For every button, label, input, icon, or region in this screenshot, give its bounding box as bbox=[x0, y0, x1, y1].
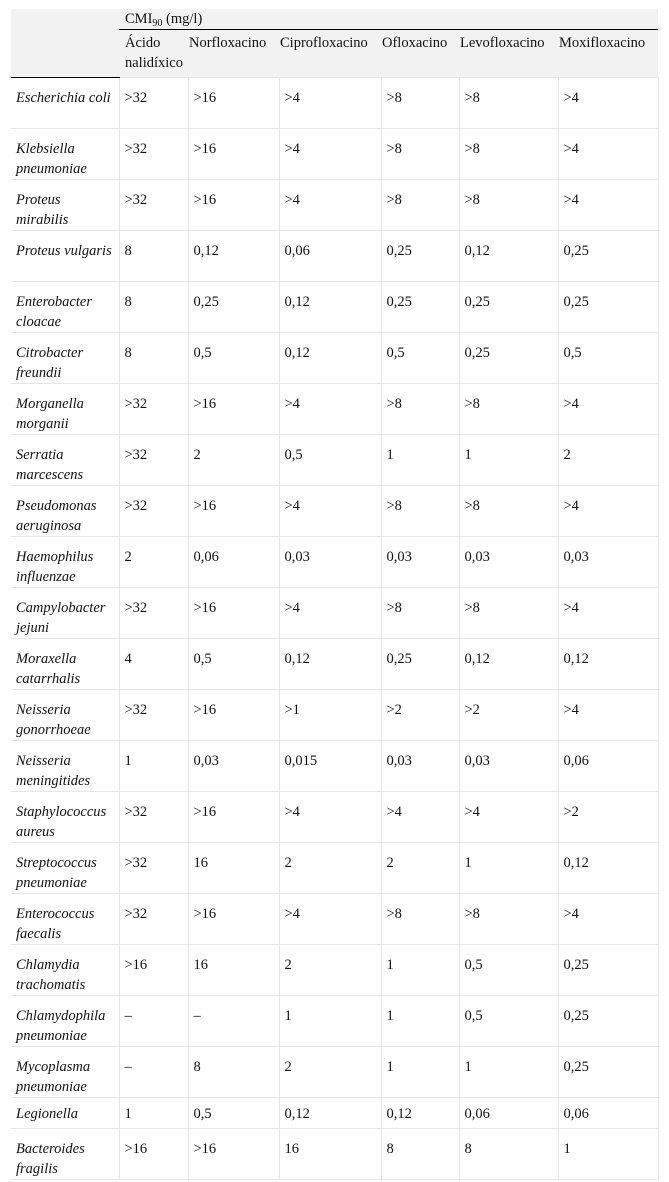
mic-value: 0,03 bbox=[381, 537, 459, 588]
organism-name: Moraxella catarrhalis bbox=[11, 639, 119, 690]
mic-value: 0,12 bbox=[188, 231, 279, 282]
header-corner bbox=[11, 9, 119, 78]
table-row bbox=[11, 384, 658, 435]
mic-value: >2 bbox=[558, 792, 658, 843]
table-row bbox=[11, 741, 658, 792]
mic-value: >16 bbox=[188, 690, 279, 741]
organism-name: Campylobacter jejuni bbox=[11, 588, 119, 639]
mic-value: 1 bbox=[459, 1047, 558, 1098]
mic-value: >16 bbox=[188, 384, 279, 435]
mic-value: 1 bbox=[381, 996, 459, 1047]
mic-value: >8 bbox=[459, 129, 558, 180]
table-row bbox=[11, 486, 658, 537]
mic-value: >8 bbox=[381, 486, 459, 537]
table-row bbox=[11, 996, 658, 1047]
mic-value: >32 bbox=[119, 894, 188, 945]
column-header: Ácido nalidíxico bbox=[119, 30, 188, 78]
mic-value: 0,12 bbox=[459, 639, 558, 690]
mic-value: 0,06 bbox=[558, 1098, 658, 1129]
mic-value: >32 bbox=[119, 588, 188, 639]
mic-value: >32 bbox=[119, 78, 188, 129]
column-header: Norfloxacino bbox=[188, 30, 279, 78]
mic-value: 0,5 bbox=[279, 435, 381, 486]
mic-value: 1 bbox=[459, 435, 558, 486]
organism-name: Chlamydophila pneumoniae bbox=[11, 996, 119, 1047]
mic-value: >16 bbox=[188, 792, 279, 843]
mic-value: 1 bbox=[381, 1047, 459, 1098]
mic-value: >32 bbox=[119, 843, 188, 894]
table-row bbox=[11, 129, 658, 180]
organism-name: Serratia marcescens bbox=[11, 435, 119, 486]
table-row bbox=[11, 78, 658, 129]
mic-value: >8 bbox=[381, 384, 459, 435]
organism-name: Proteus vulgaris bbox=[11, 231, 119, 282]
mic-value: 0,03 bbox=[459, 741, 558, 792]
mic-value: >8 bbox=[381, 894, 459, 945]
mic-value: >4 bbox=[279, 486, 381, 537]
organism-name: Klebsiella pneumoniae bbox=[11, 129, 119, 180]
mic-value: >4 bbox=[558, 384, 658, 435]
mic-value: 0,03 bbox=[558, 537, 658, 588]
mic-value: 0,25 bbox=[558, 1047, 658, 1098]
mic-value: >8 bbox=[459, 894, 558, 945]
mic-value: 0,03 bbox=[279, 537, 381, 588]
mic-value: >32 bbox=[119, 486, 188, 537]
mic-value: 0,12 bbox=[558, 639, 658, 690]
column-header: Ofloxacino bbox=[381, 30, 459, 78]
mic90-table bbox=[11, 9, 659, 1180]
mic-value: >4 bbox=[459, 792, 558, 843]
mic-value: >4 bbox=[279, 792, 381, 843]
mic-value: 1 bbox=[558, 1129, 658, 1180]
mic-value: 2 bbox=[279, 843, 381, 894]
table-row bbox=[11, 588, 658, 639]
mic-value: 0,06 bbox=[558, 741, 658, 792]
mic-value: 0,015 bbox=[279, 741, 381, 792]
mic-value: >32 bbox=[119, 690, 188, 741]
table-row bbox=[11, 843, 658, 894]
table-row bbox=[11, 1047, 658, 1098]
mic-value: 0,25 bbox=[381, 639, 459, 690]
table-row bbox=[11, 690, 658, 741]
mic-value: >8 bbox=[459, 384, 558, 435]
mic-value: >16 bbox=[188, 78, 279, 129]
mic-value: 16 bbox=[188, 843, 279, 894]
mic-value: >16 bbox=[188, 894, 279, 945]
table-body bbox=[11, 78, 658, 1180]
table-row bbox=[11, 180, 658, 231]
mic-value: 8 bbox=[119, 333, 188, 384]
mic-value: >4 bbox=[279, 384, 381, 435]
mic-value: 4 bbox=[119, 639, 188, 690]
mic-value: >32 bbox=[119, 129, 188, 180]
organism-name: Haemophilus influenzae bbox=[11, 537, 119, 588]
table-row bbox=[11, 435, 658, 486]
mic-value: >1 bbox=[279, 690, 381, 741]
mic-value: >8 bbox=[381, 78, 459, 129]
column-header: Ciprofloxacino bbox=[279, 30, 381, 78]
mic-value: – bbox=[188, 996, 279, 1047]
organism-name: Neisseria meningitides bbox=[11, 741, 119, 792]
mic-value: >4 bbox=[558, 180, 658, 231]
mic-value: 0,12 bbox=[279, 282, 381, 333]
mic-value: >8 bbox=[381, 180, 459, 231]
organism-name: Legionella bbox=[11, 1098, 119, 1129]
mic-value: 16 bbox=[188, 945, 279, 996]
mic-value: >4 bbox=[279, 588, 381, 639]
mic-value: 0,25 bbox=[558, 996, 658, 1047]
organism-name: Pseudomonas aeruginosa bbox=[11, 486, 119, 537]
mic-value: >32 bbox=[119, 435, 188, 486]
column-header: Moxifloxacino bbox=[558, 30, 658, 78]
organism-name: Chlamydia trachomatis bbox=[11, 945, 119, 996]
mic-value: 2 bbox=[119, 537, 188, 588]
column-header: Levofloxacino bbox=[459, 30, 558, 78]
mic-value: 2 bbox=[279, 945, 381, 996]
mic-value: >32 bbox=[119, 792, 188, 843]
mic-value: >32 bbox=[119, 384, 188, 435]
mic-value: >4 bbox=[558, 690, 658, 741]
mic-value: 0,12 bbox=[279, 1098, 381, 1129]
organism-name: Enterococcus faecalis bbox=[11, 894, 119, 945]
mic-value: 0,25 bbox=[558, 945, 658, 996]
mic-value: >4 bbox=[558, 486, 658, 537]
mic-value: 0,5 bbox=[188, 639, 279, 690]
mic-value: >4 bbox=[381, 792, 459, 843]
table-row bbox=[11, 945, 658, 996]
table-row bbox=[11, 792, 658, 843]
mic-value: >8 bbox=[459, 180, 558, 231]
mic-value: 2 bbox=[188, 435, 279, 486]
mic-value: – bbox=[119, 1047, 188, 1098]
mic-value: >16 bbox=[119, 945, 188, 996]
mic-value: 0,5 bbox=[459, 945, 558, 996]
mic-value: 0,5 bbox=[459, 996, 558, 1047]
mic-value: 0,12 bbox=[381, 1098, 459, 1129]
mic-value: >8 bbox=[459, 78, 558, 129]
mic-value: >8 bbox=[459, 588, 558, 639]
organism-name: Proteus mirabilis bbox=[11, 180, 119, 231]
mic-value: 0,06 bbox=[459, 1098, 558, 1129]
mic-value: 8 bbox=[381, 1129, 459, 1180]
mic-value: >4 bbox=[558, 129, 658, 180]
organism-name: Bacteroides fragilis bbox=[11, 1129, 119, 1180]
mic-value: >4 bbox=[279, 129, 381, 180]
organism-name: Enterobacter cloacae bbox=[11, 282, 119, 333]
mic-value: 0,03 bbox=[459, 537, 558, 588]
mic-value: 1 bbox=[381, 945, 459, 996]
mic-value: 2 bbox=[381, 843, 459, 894]
organism-name: Escherichia coli bbox=[11, 78, 119, 129]
mic-value: >16 bbox=[188, 129, 279, 180]
mic-value: >4 bbox=[279, 180, 381, 231]
mic-value: 0,12 bbox=[279, 333, 381, 384]
mic-value: 0,25 bbox=[188, 282, 279, 333]
organism-name: Staphylococcus aureus bbox=[11, 792, 119, 843]
mic-value: 8 bbox=[459, 1129, 558, 1180]
organism-name: Morganella morganii bbox=[11, 384, 119, 435]
header-group-label: $CMI_{90}$ (mg/l) bbox=[119, 9, 658, 30]
mic-value: >4 bbox=[558, 78, 658, 129]
table-row bbox=[11, 282, 658, 333]
table-row bbox=[11, 1098, 658, 1129]
mic-value: 0,03 bbox=[381, 741, 459, 792]
mic-value: 0,12 bbox=[279, 639, 381, 690]
mic-value: 0,25 bbox=[459, 282, 558, 333]
mic-value: 0,5 bbox=[188, 1098, 279, 1129]
mic-value: 0,12 bbox=[558, 843, 658, 894]
table-row bbox=[11, 333, 658, 384]
mic-value: – bbox=[119, 996, 188, 1047]
mic-value: >16 bbox=[188, 180, 279, 231]
mic-value: >16 bbox=[188, 486, 279, 537]
mic-value: 1 bbox=[279, 996, 381, 1047]
mic-value: 2 bbox=[279, 1047, 381, 1098]
mic-value: 0,25 bbox=[459, 333, 558, 384]
mic-value: 0,06 bbox=[279, 231, 381, 282]
mic-value: 0,25 bbox=[558, 282, 658, 333]
table-row bbox=[11, 537, 658, 588]
mic-value: 0,5 bbox=[558, 333, 658, 384]
table-row bbox=[11, 231, 658, 282]
organism-name: Streptococcus pneumoniae bbox=[11, 843, 119, 894]
mic-value: 1 bbox=[459, 843, 558, 894]
table-row bbox=[11, 1129, 658, 1180]
table-row bbox=[11, 639, 658, 690]
mic-value: 0,03 bbox=[188, 741, 279, 792]
mic-value: >4 bbox=[558, 894, 658, 945]
table-row bbox=[11, 894, 658, 945]
mic-value: 8 bbox=[119, 231, 188, 282]
mic-value: >4 bbox=[279, 78, 381, 129]
mic-value: >4 bbox=[558, 588, 658, 639]
mic-value: 8 bbox=[119, 282, 188, 333]
mic-value: >8 bbox=[459, 486, 558, 537]
organism-name: Citrobacter freundii bbox=[11, 333, 119, 384]
mic-value: >2 bbox=[381, 690, 459, 741]
table-header bbox=[11, 9, 658, 78]
organism-name: Neisseria gonorrhoeae bbox=[11, 690, 119, 741]
mic-value: >8 bbox=[381, 129, 459, 180]
mic-value: 0,25 bbox=[558, 231, 658, 282]
mic-value: >32 bbox=[119, 180, 188, 231]
mic-value: 1 bbox=[119, 741, 188, 792]
mic-value: >16 bbox=[188, 1129, 279, 1180]
mic-value: 0,12 bbox=[459, 231, 558, 282]
mic-value: >16 bbox=[119, 1129, 188, 1180]
mic-value: >16 bbox=[188, 588, 279, 639]
mic-value: 16 bbox=[279, 1129, 381, 1180]
organism-name: Mycoplasma pneumoniae bbox=[11, 1047, 119, 1098]
mic-value: 8 bbox=[188, 1047, 279, 1098]
mic-value: 2 bbox=[558, 435, 658, 486]
mic-value: >4 bbox=[279, 894, 381, 945]
mic-value: 0,25 bbox=[381, 282, 459, 333]
mic-value: 0,5 bbox=[188, 333, 279, 384]
mic-value: >8 bbox=[381, 588, 459, 639]
mic-value: 1 bbox=[119, 1098, 188, 1129]
mic-value: 0,5 bbox=[381, 333, 459, 384]
mic-value: 0,25 bbox=[381, 231, 459, 282]
mic-value: 0,06 bbox=[188, 537, 279, 588]
mic-value: >2 bbox=[459, 690, 558, 741]
mic-value: 1 bbox=[381, 435, 459, 486]
